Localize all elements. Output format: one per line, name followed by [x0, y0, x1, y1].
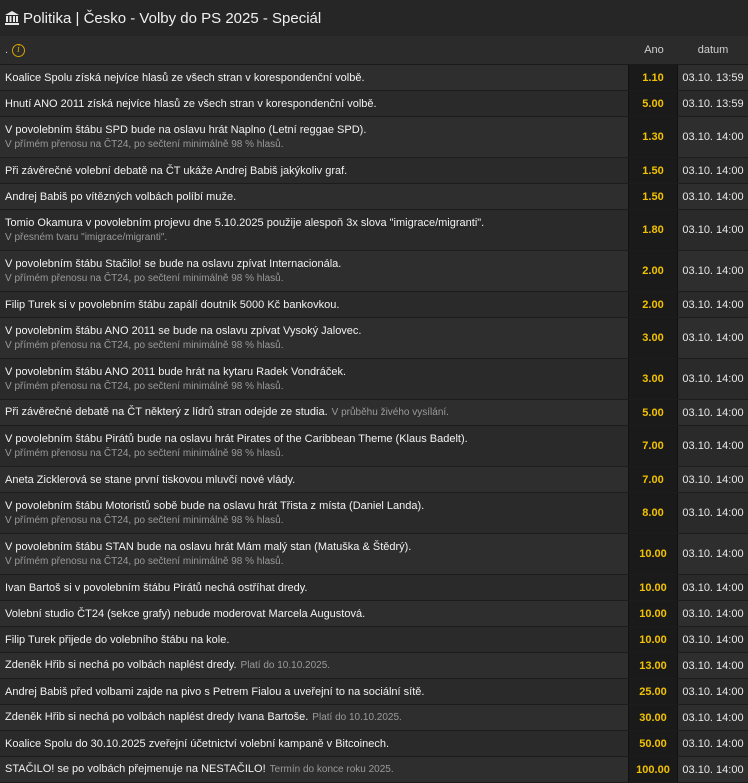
- row-title: Filip Turek si v povolebním štábu zapálí doutník 5000 Kč bankovkou.: [5, 298, 340, 311]
- table-row: [0, 627, 748, 653]
- row-date: 03.10. 14:00: [682, 373, 744, 385]
- table-row: [0, 292, 748, 318]
- table-header: [0, 36, 748, 65]
- table-row: [0, 400, 748, 426]
- row-description: [0, 493, 628, 533]
- row-title: [5, 709, 623, 726]
- table-body: [0, 65, 748, 783]
- row-date: 03.10. 14:00: [682, 737, 744, 750]
- table-row: [0, 575, 748, 601]
- row-description: [0, 91, 628, 116]
- row-note: V přímém přenosu na ČT24, po sečtení minimálně 98 % hlasů.: [5, 515, 284, 526]
- row-date: 03.10. 14:00: [682, 685, 744, 698]
- odds-button[interactable]: 10.00: [628, 575, 678, 600]
- odds-button[interactable]: 50.00: [628, 731, 678, 756]
- table-row: [0, 210, 748, 251]
- row-date: 03.10. 14:00: [682, 164, 744, 177]
- table-row: [0, 757, 748, 783]
- table-row: [0, 534, 748, 575]
- row-title: V povolebním štábu Pirátů bude na oslavu hrát Pirates of the Caribbean Theme (Klaus Badelt).: [5, 433, 468, 445]
- row-title: Koalice Spolu do 30.10.2025 zveřejní účetnictví volební kampaně v Bitcoinech.: [5, 737, 390, 750]
- odds-button[interactable]: 1.30: [628, 117, 678, 157]
- row-description: [0, 359, 628, 399]
- row-title-text: Při závěrečné debatě na ČT některý z lídrů stran odejde ze studia.: [5, 406, 328, 418]
- row-description: [0, 534, 628, 574]
- government-building-icon: [4, 10, 20, 26]
- row-title: Volební studio ČT24 (sekce grafy) nebude moderovat Marcela Augustová.: [5, 607, 366, 620]
- odds-button[interactable]: 100.00: [628, 757, 678, 782]
- table-row: [0, 251, 748, 292]
- table-row: [0, 731, 748, 757]
- row-date: 03.10. 13:59: [682, 97, 744, 110]
- row-title: Koalice Spolu získá nejvíce hlasů ze všech stran v korespondenční volbě.: [5, 71, 365, 84]
- page-title: Politika | Česko - Volby do PS 2025 - Speciál: [23, 9, 322, 27]
- odds-button[interactable]: 1.50: [628, 184, 678, 209]
- row-inline-note: Platí do 10.10.2025.: [240, 660, 331, 671]
- row-description: [0, 251, 628, 291]
- table-row: [0, 158, 748, 184]
- row-title-text: Zdeněk Hřib si nechá po volbách naplést dredy.: [5, 659, 237, 671]
- row-note: V přímém přenosu na ČT24, po sečtení minimálně 98 % hlasů.: [5, 340, 284, 351]
- odds-button[interactable]: 3.00: [628, 359, 678, 399]
- table-row: [0, 467, 748, 493]
- table-row: [0, 493, 748, 534]
- odds-button[interactable]: 5.00: [628, 400, 678, 425]
- row-date: 03.10. 14:00: [682, 131, 744, 143]
- odds-button[interactable]: 3.00: [628, 318, 678, 358]
- row-note: V přesném tvaru "imigrace/migranti".: [5, 232, 168, 243]
- row-title-text: Zdeněk Hřib si nechá po volbách naplést dredy Ivana Bartoše.: [5, 711, 309, 723]
- row-description: [0, 679, 628, 704]
- row-date: 03.10. 14:00: [682, 440, 744, 452]
- table-row: [0, 426, 748, 467]
- row-description: [0, 575, 628, 600]
- column-label-left: .: [5, 44, 9, 56]
- row-description: [0, 65, 628, 90]
- table-row: [0, 705, 748, 731]
- row-description: [0, 292, 628, 317]
- table-row: [0, 653, 748, 679]
- table-row: [0, 91, 748, 117]
- row-title: Tomio Okamura v povolebním projevu dne 5.10.2025 použije alespoň 3x slova "imigrace/migranti".: [5, 217, 485, 229]
- row-date: 03.10. 14:00: [682, 581, 744, 594]
- row-date: 03.10. 14:00: [682, 406, 744, 419]
- row-note: V přímém přenosu na ČT24, po sečtení minimálně 98 % hlasů.: [5, 273, 284, 284]
- row-date: 03.10. 14:00: [682, 548, 744, 560]
- column-header-ano: Ano: [644, 44, 664, 56]
- table-row: [0, 184, 748, 210]
- table-row: [0, 679, 748, 705]
- odds-button[interactable]: 7.00: [628, 426, 678, 466]
- row-title: V povolebním štábu SPD bude na oslavu hrát Naplno (Letní reggae SPD).: [5, 124, 367, 136]
- row-date: 03.10. 14:00: [682, 633, 744, 646]
- row-note: V přímém přenosu na ČT24, po sečtení minimálně 98 % hlasů.: [5, 448, 284, 459]
- row-note: V přímém přenosu na ČT24, po sečtení minimálně 98 % hlasů.: [5, 381, 284, 392]
- row-date: 03.10. 14:00: [682, 224, 744, 236]
- table-row: [0, 601, 748, 627]
- page-header: [0, 0, 748, 36]
- odds-button[interactable]: 7.00: [628, 467, 678, 492]
- row-date: 03.10. 14:00: [682, 265, 744, 277]
- row-title: [5, 404, 623, 421]
- row-inline-note: Platí do 10.10.2025.: [312, 712, 402, 723]
- row-date: 03.10. 14:00: [682, 607, 744, 620]
- row-date: 03.10. 14:00: [682, 507, 744, 519]
- row-description: [0, 117, 628, 157]
- row-date: 03.10. 14:00: [682, 332, 744, 344]
- row-description: [0, 653, 628, 678]
- row-date: 03.10. 14:00: [682, 659, 744, 672]
- row-description: [0, 705, 628, 730]
- row-title: Aneta Zicklerová se stane první tiskovou mluvčí nové vlády.: [5, 473, 296, 486]
- row-date: 03.10. 14:00: [682, 190, 744, 203]
- row-description: [0, 318, 628, 358]
- row-title: V povolebním štábu Motoristů sobě bude na oslavu hrát Třista z místa (Daniel Landa).: [5, 500, 425, 512]
- table-row: [0, 65, 748, 91]
- row-title: Při závěrečné volební debatě na ČT ukáže Andrej Babiš jakýkoliv graf.: [5, 164, 348, 177]
- odds-button[interactable]: 1.80: [628, 210, 678, 250]
- odds-button[interactable]: 5.00: [628, 91, 678, 116]
- row-description: [0, 601, 628, 626]
- row-title: V povolebním štábu STAN bude na oslavu hrát Mám malý stan (Matuška & Štědrý).: [5, 541, 412, 553]
- odds-button[interactable]: 1.10: [628, 65, 678, 90]
- table-row: [0, 318, 748, 359]
- row-title: Hnutí ANO 2011 získá nejvíce hlasů ze všech stran v korespondenční volbě.: [5, 97, 377, 110]
- row-title-text: STAČILO! se po volbách přejmenuje na NESTAČILO!: [5, 763, 266, 775]
- column-header-datum: datum: [697, 44, 729, 56]
- row-title: V povolebním štábu ANO 2011 se bude na oslavu zpívat Vysoký Jalovec.: [5, 325, 362, 337]
- row-description: [0, 731, 628, 756]
- row-title: Ivan Bartoš si v povolebním štábu Pirátů nechá ostříhat dredy.: [5, 581, 308, 594]
- info-icon[interactable]: i: [12, 44, 25, 57]
- odds-button[interactable]: 8.00: [628, 493, 678, 533]
- row-title: Andrej Babiš po vítězných volbách políbí muže.: [5, 190, 237, 203]
- odds-button[interactable]: 10.00: [628, 534, 678, 574]
- odds-button[interactable]: 10.00: [628, 627, 678, 652]
- odds-button[interactable]: 13.00: [628, 653, 678, 678]
- row-title: [5, 657, 623, 674]
- odds-table: [0, 36, 748, 783]
- table-row: [0, 117, 748, 158]
- odds-button[interactable]: 1.50: [628, 158, 678, 183]
- row-inline-note: V průběhu živého vysílání.: [331, 407, 449, 418]
- row-description: [0, 467, 628, 492]
- odds-button[interactable]: 30.00: [628, 705, 678, 730]
- odds-button[interactable]: 2.00: [628, 251, 678, 291]
- odds-button[interactable]: 25.00: [628, 679, 678, 704]
- row-date: 03.10. 14:00: [682, 763, 744, 776]
- row-description: [0, 426, 628, 466]
- row-description: [0, 184, 628, 209]
- row-inline-note: Termín do konce roku 2025.: [269, 764, 394, 775]
- odds-button[interactable]: 2.00: [628, 292, 678, 317]
- row-date: 03.10. 14:00: [682, 711, 744, 724]
- row-date: 03.10. 13:59: [682, 71, 744, 84]
- row-description: [0, 158, 628, 183]
- row-title: Filip Turek přijede do volebního štábu na kole.: [5, 633, 230, 646]
- row-description: [0, 400, 628, 425]
- table-row: [0, 359, 748, 400]
- row-date: 03.10. 14:00: [682, 473, 744, 486]
- row-title: V povolebním štábu Stačilo! se bude na oslavu zpívat Internacionála.: [5, 258, 342, 270]
- row-date: 03.10. 14:00: [682, 298, 744, 311]
- odds-button[interactable]: 10.00: [628, 601, 678, 626]
- row-note: V přímém přenosu na ČT24, po sečtení minimálně 98 % hlasů.: [5, 556, 284, 567]
- row-description: [0, 627, 628, 652]
- row-note: V přímém přenosu na ČT24, po sečtení minimálně 98 % hlasů.: [5, 139, 284, 150]
- row-title: Andrej Babiš před volbami zajde na pivo s Petrem Fialou a uveřejní to na sociální sítě.: [5, 685, 425, 698]
- row-description: [0, 210, 628, 250]
- row-title: V povolebním štábu ANO 2011 bude hrát na kytaru Radek Vondráček.: [5, 366, 347, 378]
